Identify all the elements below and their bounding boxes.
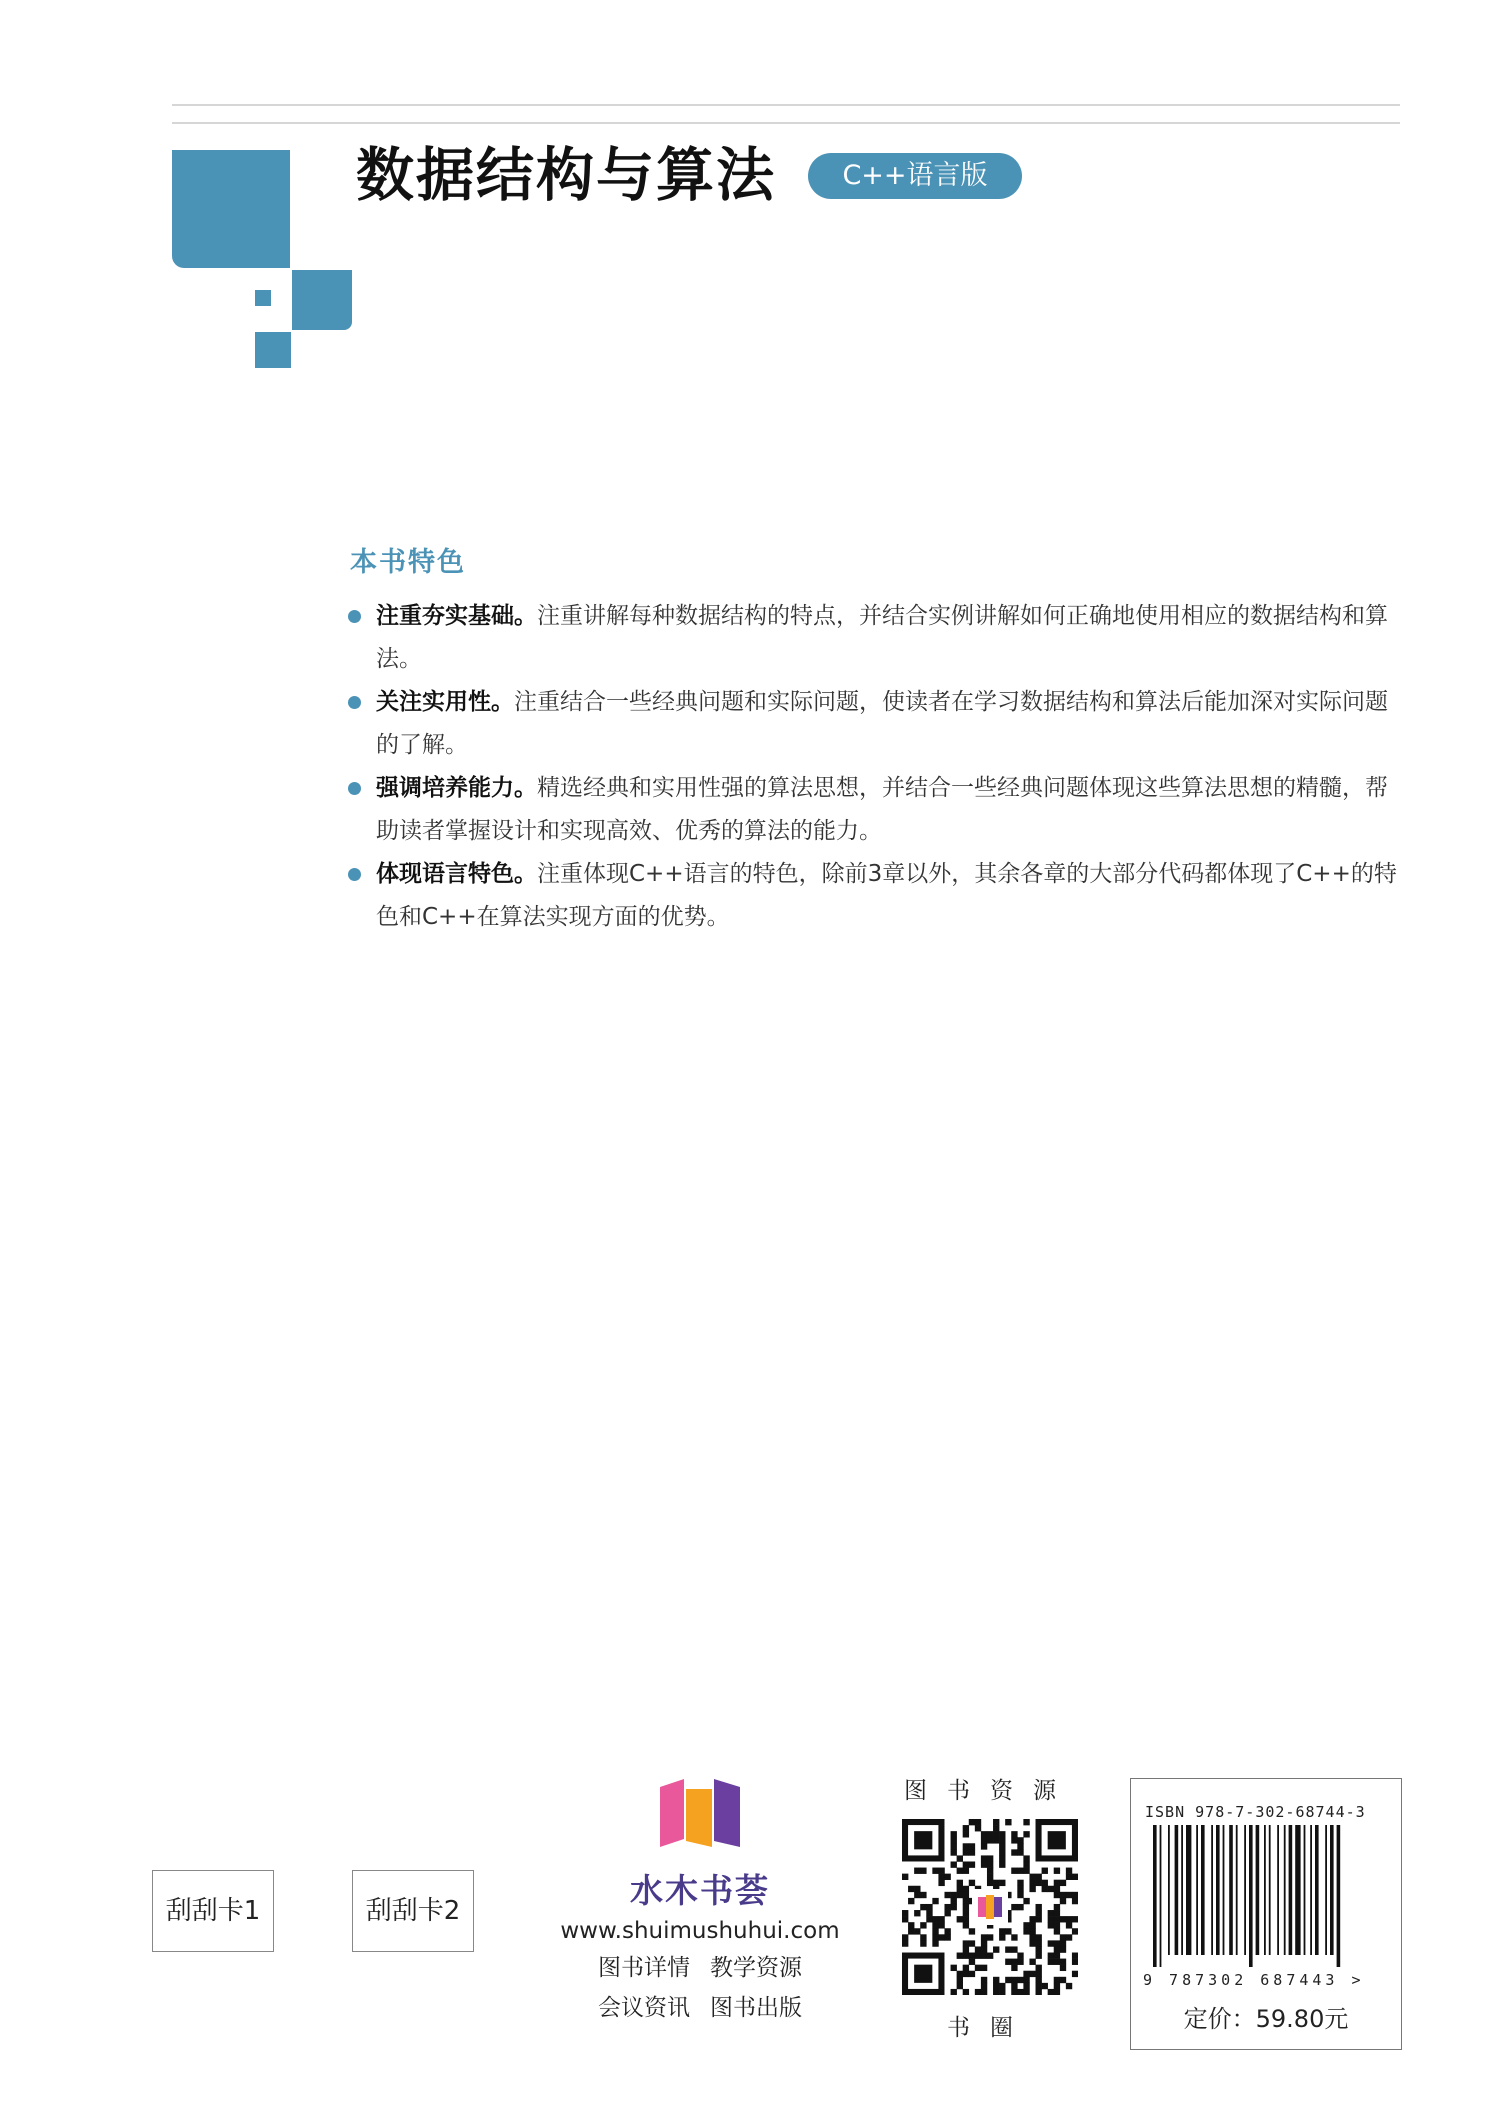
qr-label: 图书资源	[904, 1778, 1076, 1804]
barcode-digits: 9 787302 687443 >	[1143, 1971, 1365, 1989]
qr-caption: 书圈	[947, 2015, 1033, 2041]
edition-badge: C++语言版	[808, 153, 1022, 199]
barcode-icon	[1145, 1825, 1387, 1967]
top-rule-1	[172, 104, 1400, 106]
link-book-details[interactable]: 图书详情	[598, 1955, 690, 1981]
feature-text: 注重结合一些经典问题和实际问题，使读者在学习数据结构和算法后能加深对实际问题的了解。	[376, 689, 1388, 758]
link-conference-news[interactable]: 会议资讯	[598, 1995, 690, 2021]
feature-title: 强调培养能力。	[376, 775, 537, 801]
features-heading: 本书特色	[350, 547, 466, 578]
publisher-links	[560, 1948, 840, 2028]
publisher-name: 水木书荟	[630, 1871, 770, 1910]
bullet-dot-icon	[348, 696, 361, 709]
feature-item	[348, 595, 1398, 681]
bullet-dot-icon	[348, 782, 361, 795]
feature-text: 注重讲解每种数据结构的特点，并结合实例讲解如何正确地使用相应的数据结构和算法。	[376, 603, 1388, 672]
top-rule-2	[172, 122, 1400, 124]
isbn-number: ISBN 978-7-302-68744-3	[1145, 1803, 1366, 1821]
bullet-dot-icon	[348, 610, 361, 623]
price-label: 定价：59.80元	[1183, 2005, 1349, 2033]
publisher-url[interactable]: www.shuimushuhui.com	[560, 1918, 840, 1944]
link-book-publishing[interactable]: 图书出版	[710, 1995, 802, 2021]
feature-title: 体现语言特色。	[376, 861, 537, 887]
book-logo-icon	[650, 1775, 750, 1855]
link-teaching-resources[interactable]: 教学资源	[710, 1955, 802, 1981]
bullet-dot-icon	[348, 868, 361, 881]
feature-title: 注重夯实基础。	[376, 603, 537, 629]
feature-item	[348, 681, 1398, 767]
feature-text: 精选经典和实用性强的算法思想，并结合一些经典问题体现这些算法思想的精髓，帮助读者掌握设计和实现高效、优秀的算法的能力。	[376, 775, 1388, 844]
scratch-card-1: 刮刮卡1	[152, 1870, 274, 1952]
qr-code-icon	[902, 1819, 1078, 1995]
feature-title: 关注实用性。	[376, 689, 514, 715]
isbn-box	[1130, 1778, 1402, 2050]
feature-item	[348, 853, 1398, 939]
publisher-block	[560, 1775, 840, 2028]
qr-block	[890, 1772, 1090, 2042]
feature-text: 注重体现C++语言的特色，除前3章以外，其余各章的大部分代码都体现了C++的特色和C++在算法实现方面的优势。	[376, 861, 1397, 930]
book-title: 数据结构与算法	[356, 141, 777, 209]
feature-item	[348, 767, 1398, 853]
scratch-card-2: 刮刮卡2	[352, 1870, 474, 1952]
feature-list	[348, 595, 1398, 939]
